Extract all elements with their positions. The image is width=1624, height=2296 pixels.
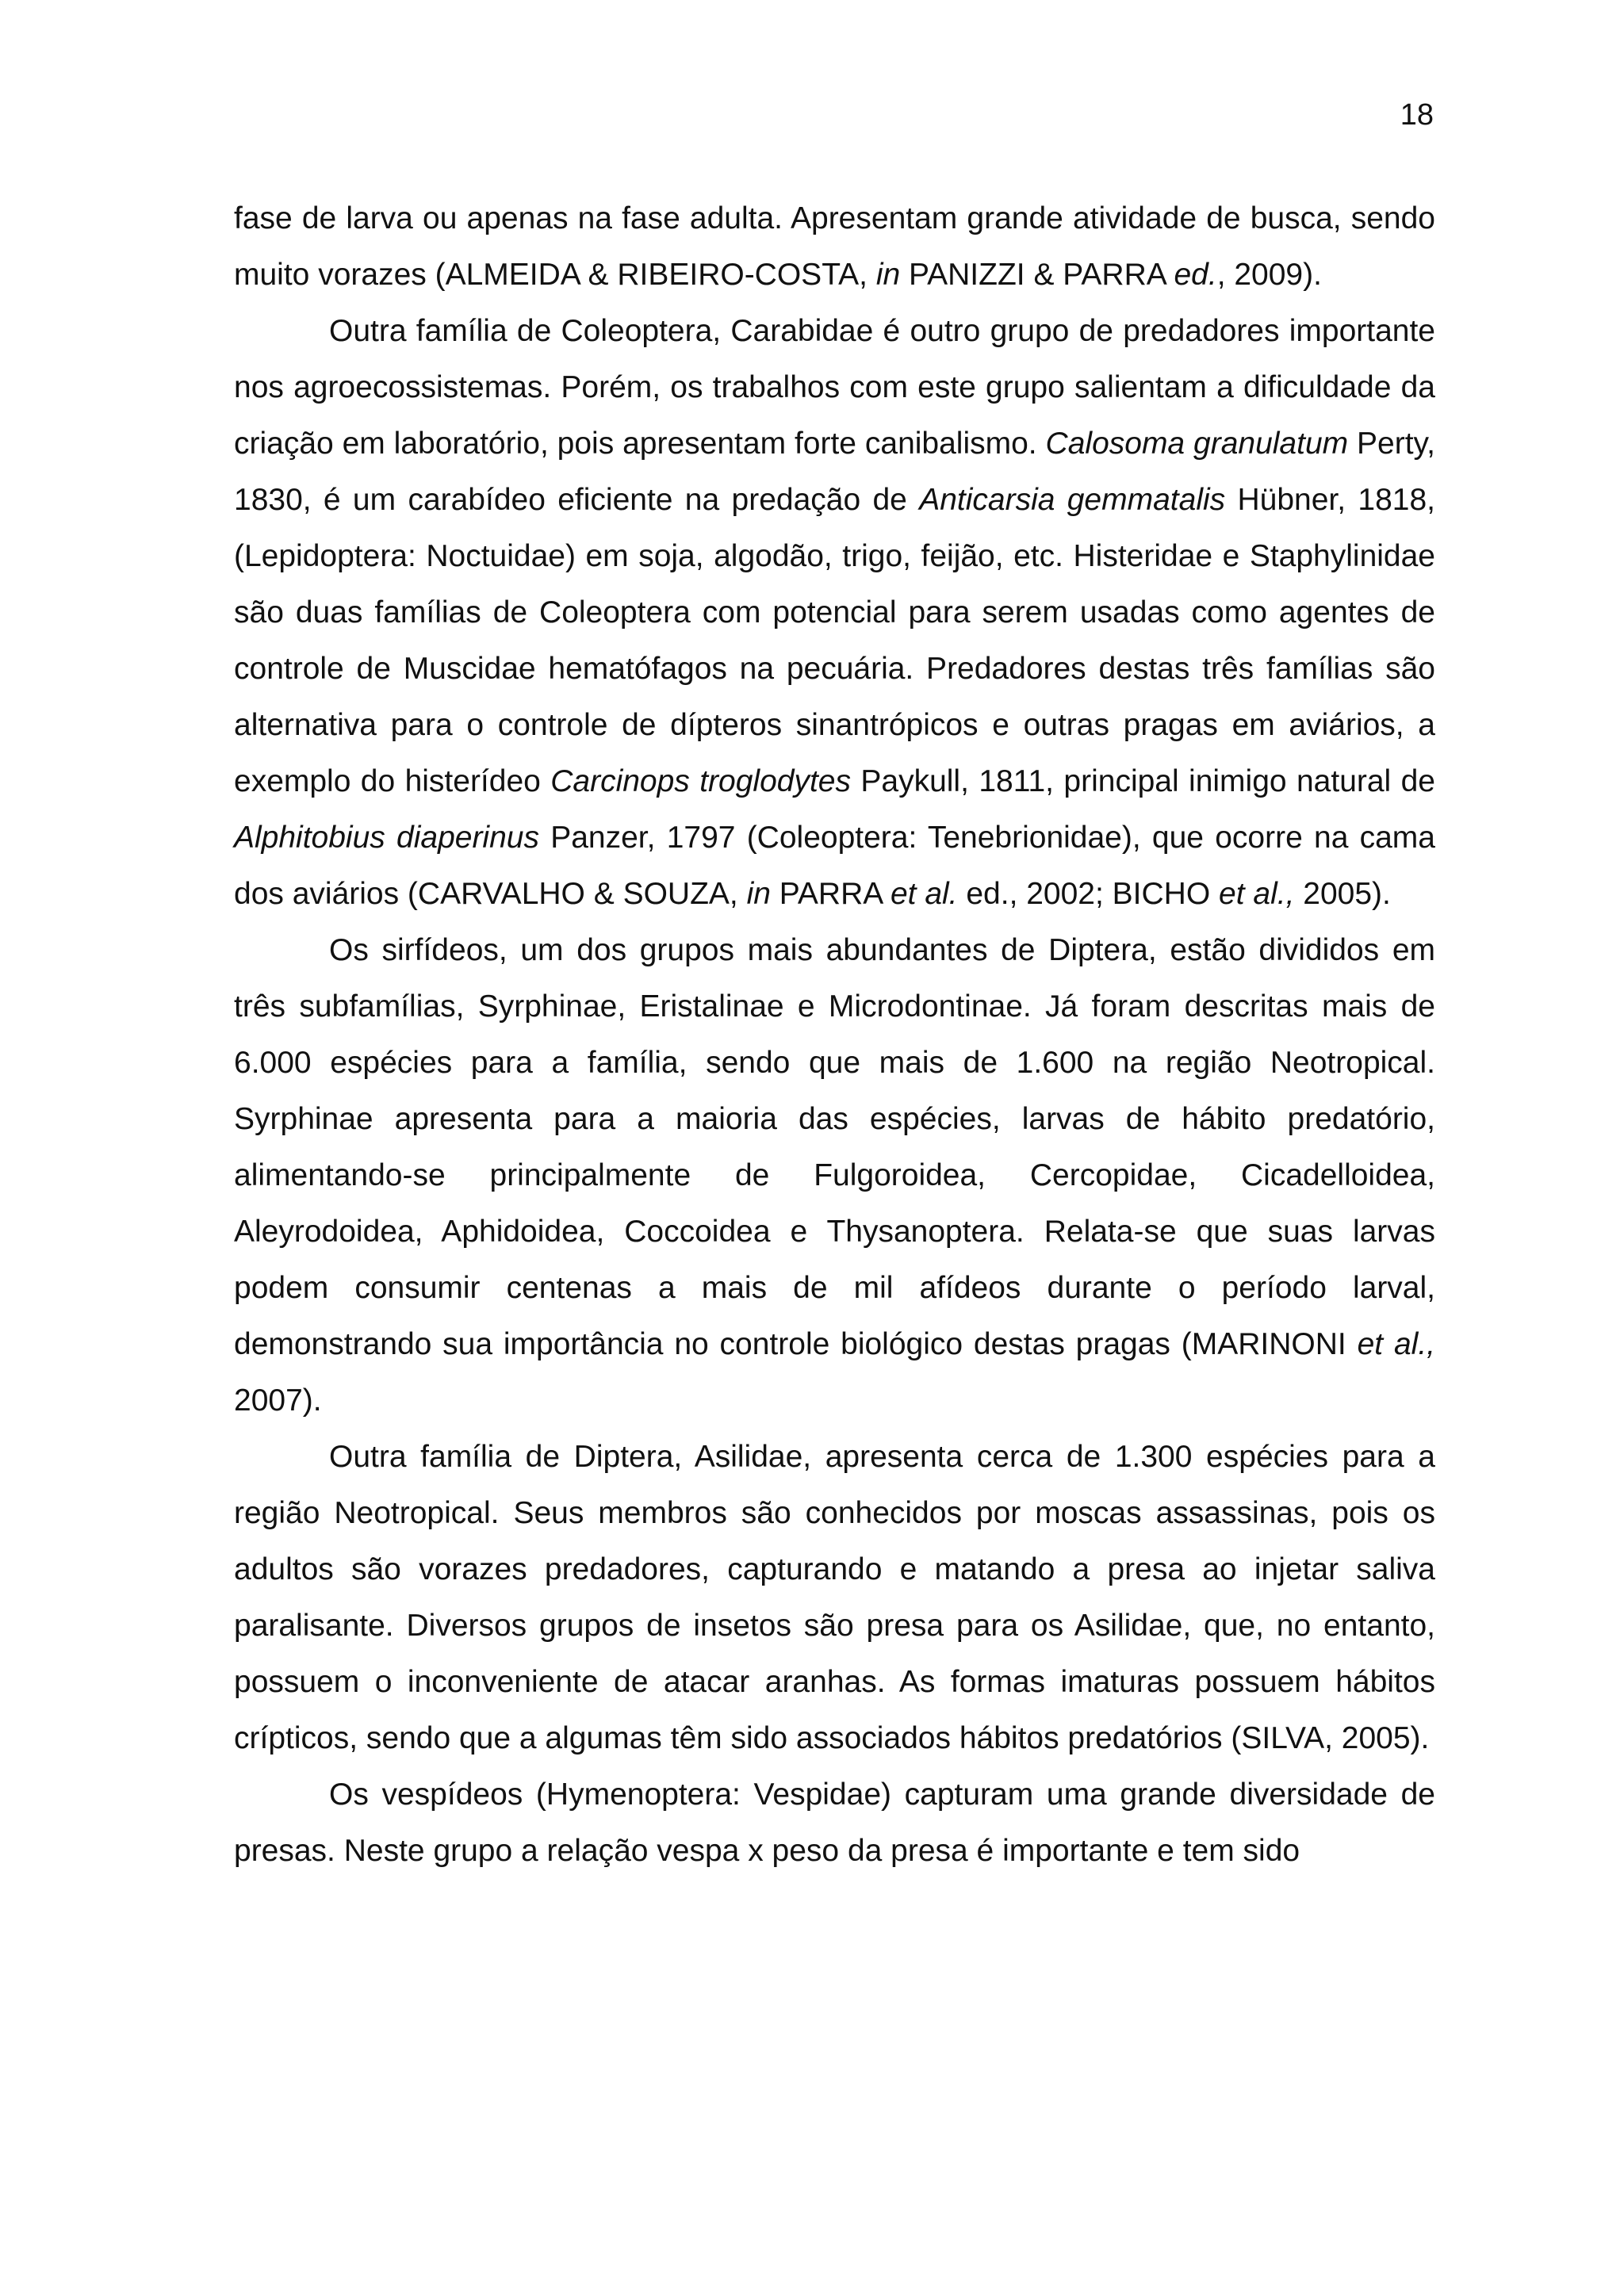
italic-text: Carcinops troglodytes — [550, 764, 851, 798]
italic-text: Alphitobius diaperinus — [234, 821, 539, 855]
paragraph — [234, 1429, 1435, 1766]
body-text — [234, 190, 1435, 1879]
italic-text: Calosoma granulatum — [1045, 427, 1349, 461]
text-run: fase de larva ou apenas na fase adulta. Apresentam grande atividade de busca, sendo muito vorazes (ALMEIDA & RIBEIRO-COSTA, — [234, 201, 1435, 292]
text-run: Os vespídeos (Hymenoptera: Vespidae) capturam uma grande diversidade de presas. Neste grupo a relação vespa x peso da presa é importante e tem sido — [234, 1777, 1435, 1868]
text-run: PANIZZI & PARRA — [900, 258, 1174, 292]
italic-text: Anticarsia gemmatalis — [919, 483, 1226, 517]
text-run: , 2009). — [1216, 258, 1322, 292]
italic-text: et al. — [890, 877, 958, 911]
text-run: 2007). — [234, 1383, 322, 1418]
paragraph — [234, 1766, 1435, 1879]
text-run: Hübner, 1818, (Lepidoptera: Noctuidae) em soja, algodão, trigo, feijão, etc. Histeridae e Staphylinidae são duas famílias de Coleoptera com potencial para serem usadas como agentes de controle de Muscidae hematófagos na pecuária. Predadores destas três famílias são alternativa para o controle de dípteros sinantrópicos e outras pragas em aviários, a exemplo do histerídeo — [234, 483, 1435, 798]
text-run: Outra família de Diptera, Asilidae, apresenta cerca de 1.300 espécies para a região Neotropical. Seus membros são conhecidos por moscas assassinas, pois os adultos são vorazes predadores, capturando e matando a presa ao injetar saliva paralisante. Diversos grupos de insetos são presa para os Asilidae, que, no entanto, possuem o inconveniente de atacar aranhas. As formas imaturas possuem hábitos crípticos, sendo que a algumas têm sido associados hábitos predatórios (SILVA, 2005). — [234, 1440, 1435, 1755]
italic-text: et al., — [1219, 877, 1295, 911]
text-run: Paykull, 1811, principal inimigo natural de — [850, 764, 1435, 798]
paragraph — [234, 922, 1435, 1429]
text-run: Panzer, 1797 (Coleoptera: Tenebrionidae), que ocorre na cama dos aviários (CARVALHO & SOUZA, — [234, 821, 1435, 911]
text-run: Perty, 1830, é um carabídeo eficiente na predação de — [234, 427, 1435, 517]
page-number: 18 — [1400, 98, 1434, 132]
italic-text: et al., — [1357, 1327, 1436, 1361]
text-run: ed., 2002; BICHO — [957, 877, 1220, 911]
text-run: PARRA — [770, 877, 891, 911]
text-run: 2005). — [1294, 877, 1391, 911]
text-run: Os sirfídeos, um dos grupos mais abundantes de Diptera, estão divididos em três subfamílias, Syrphinae, Eristalinae e Microdontinae. Já foram descritas mais de 6.000 espécies para a família, sendo que mais de 1.600 na região Neotropical. Syrphinae apresenta para a maioria das espécies, larvas de hábito predatório, alimentando-se principalmente de Fulgoroidea, Cercopidae, Cicadelloidea, Aleyrodoidea, Aphidoidea, Coccoidea e Thysanoptera. Relata-se que suas larvas podem consumir centenas a mais de mil afídeos durante o período larval, demonstrando sua importância no controle biológico destas pragas (MARINONI — [234, 933, 1435, 1361]
text-run: Outra família de Coleoptera, Carabidae é outro grupo de predadores importante nos agroecossistemas. Porém, os trabalhos com este grupo salientam a dificuldade da criação em laboratório, pois apresentam forte canibalismo. — [234, 314, 1435, 461]
italic-text: in — [746, 877, 771, 911]
italic-text: ed. — [1174, 258, 1217, 292]
paragraph — [234, 190, 1435, 303]
paragraph — [234, 303, 1435, 922]
italic-text: in — [875, 258, 901, 292]
